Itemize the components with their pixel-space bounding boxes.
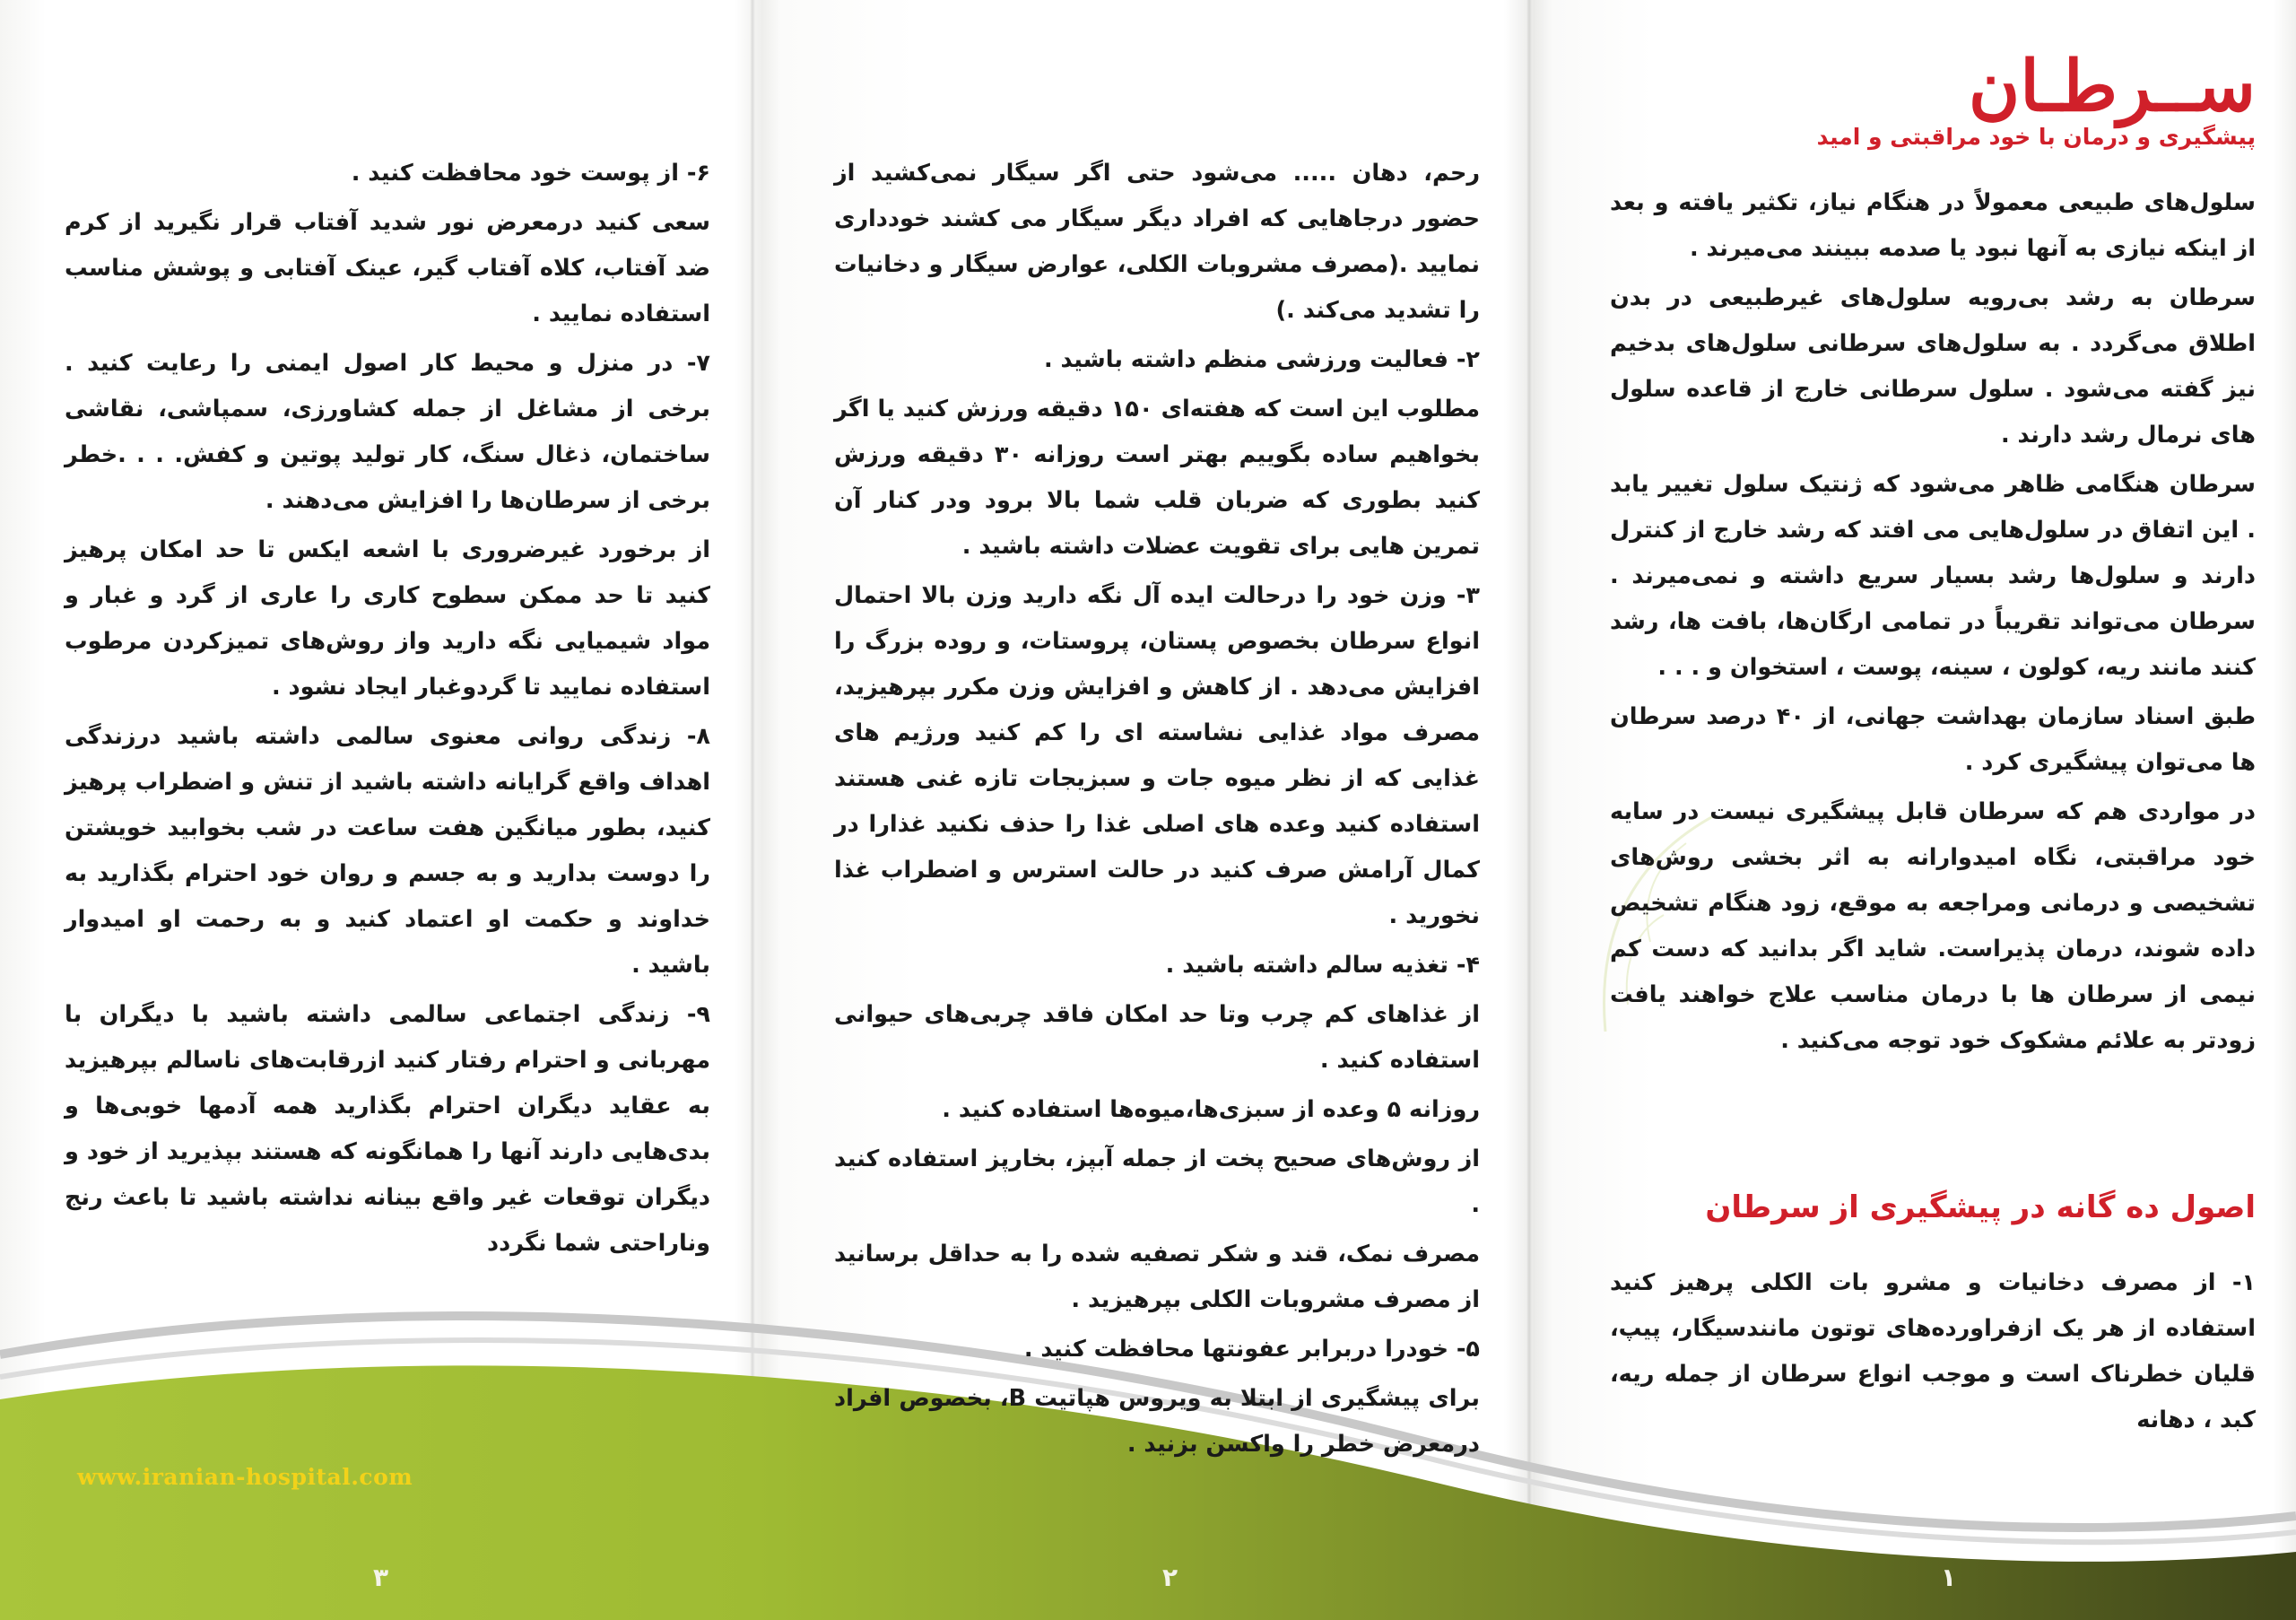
paragraph: ۸- زندگی روانی معنوی سالمی داشته باشید درزندگی اهداف واقع گرایانه داشته باشید از تنش و اضطراب پرهیز کنید، بطور میانگین هفت ساعت در شب بخوابید خویشتن را دوست بدارید و به جسم و روان خود احترام بگذارید به خداوند و حکمت او اعتماد کنید و به رحمت او امیدوار باشید .	[65, 723, 710, 979]
paragraph: سلول‌های طبیعی معمولاً در هنگام نیاز، تکثیر یافته و بعد از اینکه نیازی به آنها نبود یا صدمه ببینند می‌میرند .	[1610, 189, 2256, 262]
paragraph: ۵- خودرا دربرابر عفونتها محافظت کنید .	[1023, 1336, 1480, 1363]
page-number: ۱	[1941, 1563, 1957, 1592]
principles-text	[65, 151, 710, 1270]
panel-left	[65, 0, 710, 1620]
paragraph: سرطان هنگامی ظاهر می‌شود که ژنتیک سلول تغییر یابد . این اتفاق در سلول‌هایی می افتد که رشد خارج از کنترل دارند و سلول‌ها رشد بسیار سریع داشته و نمی‌میرند . سرطان می‌تواند تقریباً در تمامی ارگان‌ها، بافت ها، رشد کنند مانند ریه، کولون ، سینه، پوست ، استخوان و . . .	[1610, 471, 2256, 681]
page-number: ۲	[1162, 1563, 1178, 1592]
paragraph: از برخورد غیرضروری با اشعه ایکس تا حد امکان پرهیز کنید تا حد ممکن سطوح کاری را عاری از گرد و غبار و مواد شیمیایی نگه دارید واز روش‌های تمیزکردن مرطوب استفاده نمایید تا گردوغبار ایجاد نشود .	[65, 536, 710, 701]
paragraph: ۱- از مصرف دخانیات و مشرو بات الکلی پرهیز کنید استفاده از هر یک ازفراورده‌های توتون مانندسیگار، پیپ، قلیان خطرناک است و موجب انواع سرطان از جمله ریه، کبد ، دهانه	[1610, 1269, 2256, 1433]
principles-text	[834, 151, 1480, 1471]
paragraph: ۳- وزن خود را درحالت ایده آل نگه دارید وزن بالا احتمال انواع سرطان بخصوص پستان، پروستات، و روده بزرگ را افزایش می‌دهد . از کاهش و افزایش وزن مکرر بپرهیزید، مصرف مواد غذایی نشاسته ای را کم کنید ورژیم های غذایی که از نظر میوه جات و سبزیجات تازه غنی هستند استفاده کنید وعده های اصلی غذا را حذف نکنید غذارا در کمال آرامش صرف کنید در حالت استرس و اضطراب غذا نخورید .	[834, 582, 1480, 929]
paragraph: از روش‌های صحیح پخت از جمله آبپز، بخارپز استفاده کنید .	[834, 1145, 1480, 1218]
brochure-subtitle: پیشگیری و درمان با خود مراقبتی و امید	[1816, 124, 2256, 150]
section-heading: اصول ده گانه در پیشگیری از سرطان	[1705, 1189, 2256, 1225]
website-url: www.iranian-hospital.com	[77, 1464, 413, 1490]
paragraph: از غذاهای کم چرب وتا حد امکان فاقد چربی‌های حیوانی استفاده کنید .	[834, 1001, 1480, 1074]
paragraph: طبق اسناد سازمان بهداشت جهانی، از ۴۰ درصد سرطان ها می‌توان پیشگیری کرد .	[1610, 703, 2256, 776]
paragraph: ۹- زندگی اجتماعی سالمی داشته باشید با دیگران با مهربانی و احترام رفتار کنید ازرقابت‌های ناسالم بپرهیزید به عقاید دیگران احترام بگذارید همه آدمها خوبی‌ها و بدی‌هایی دارند آنها را همانگونه که هستند بپذیرید از خود و دیگران توقعات غیر واقع بینانه نداشته باشید تا باعث رنج وناراحتی شما نگردد	[65, 1001, 710, 1257]
brochure-title: ســرطـان	[1968, 46, 2256, 127]
paragraph: برای پیشگیری از ابتلا به ویروس هپاتیت B، بخصوص افراد درمعرض خطر را واکسن بزنید .	[834, 1385, 1480, 1458]
page-number: ۳	[373, 1563, 389, 1592]
paragraph: روزانه ۵ وعده از سبزی‌ها،میوه‌ها استفاده کنید .	[942, 1096, 1480, 1123]
paragraph: مطلوب این است که هفته‌ای ۱۵۰ دقیقه ورزش کنید یا اگر بخواهیم ساده بگوییم بهتر است روزانه ۳۰ دقیقه ورزش کنید بطوری که ضربان قلب شما بالا برود ودر کنار آن تمرین هایی برای تقویت عضلات داشته باشید .	[834, 396, 1480, 560]
paragraph: ۴- تغذیه سالم داشته باشید .	[1165, 952, 1480, 979]
paragraph: ۲- فعالیت ورزشی منظم داشته باشید .	[1043, 346, 1480, 373]
principles-text	[1610, 1260, 2256, 1447]
paragraph: مصرف نمک، قند و شکر تصفیه شده را به حداقل برسانید از مصرف مشروبات الکلی بپرهیزید .	[834, 1241, 1480, 1313]
intro-text	[1610, 180, 2256, 1067]
paragraph: در مواردی هم که سرطان قابل پیشگیری نیست در سایه خود مراقبتی، نگاه امیدوارانه به اثر بخشی روش‌های تشخیصی و درمانی ومراجعه به موقع، زود هنگام تشخیص داده شوند، درمان پذیراست. شاید اگر بدانید که دست کم نیمی از سرطان ها با درمان مناسب علاج خواهند یافت زودتر به علائم مشکوک خود توجه می‌کنید .	[1610, 798, 2256, 1054]
paragraph: سعی کنید درمعرض نور شدید آفتاب قرار نگیرید از کرم ضد آفتاب، کلاه آفتاب گیر، عینک آفتابی و پوشش مناسب استفاده نمایید .	[65, 209, 710, 327]
paragraph: سرطان به رشد بی‌رویه سلول‌های غیرطبیعی در بدن اطلاق می‌گردد . به سلول‌های سرطانی سلول‌های بدخیم نیز گفته می‌شود . سلول سرطانی خارج از قاعده سلول های نرمال رشد دارند .	[1610, 284, 2256, 449]
paragraph: ۷- در منزل و محیط کار اصول ایمنی را رعایت کنید . برخی از مشاغل از جمله کشاورزی، سمپاشی، نقاشی ساختمان، ذغال سنگ، کار تولید پوتین و کفش. . . .خطر برخی از سرطان‌ها را افزایش می‌دهند .	[65, 350, 710, 514]
paragraph: رحم، دهان ..... می‌شود حتی اگر سیگار نمی‌کشید از حضور درجاهایی که افراد دیگر سیگار می کشند خودداری نمایید .(مصرف مشروبات الکلی، عوارض سیگار و دخانیات را تشدید می‌کند .)	[834, 160, 1480, 324]
panel-middle	[834, 0, 1480, 1620]
panel-right	[1610, 0, 2256, 1620]
paragraph: ۶- از پوست خود محافظت کنید .	[351, 160, 710, 187]
